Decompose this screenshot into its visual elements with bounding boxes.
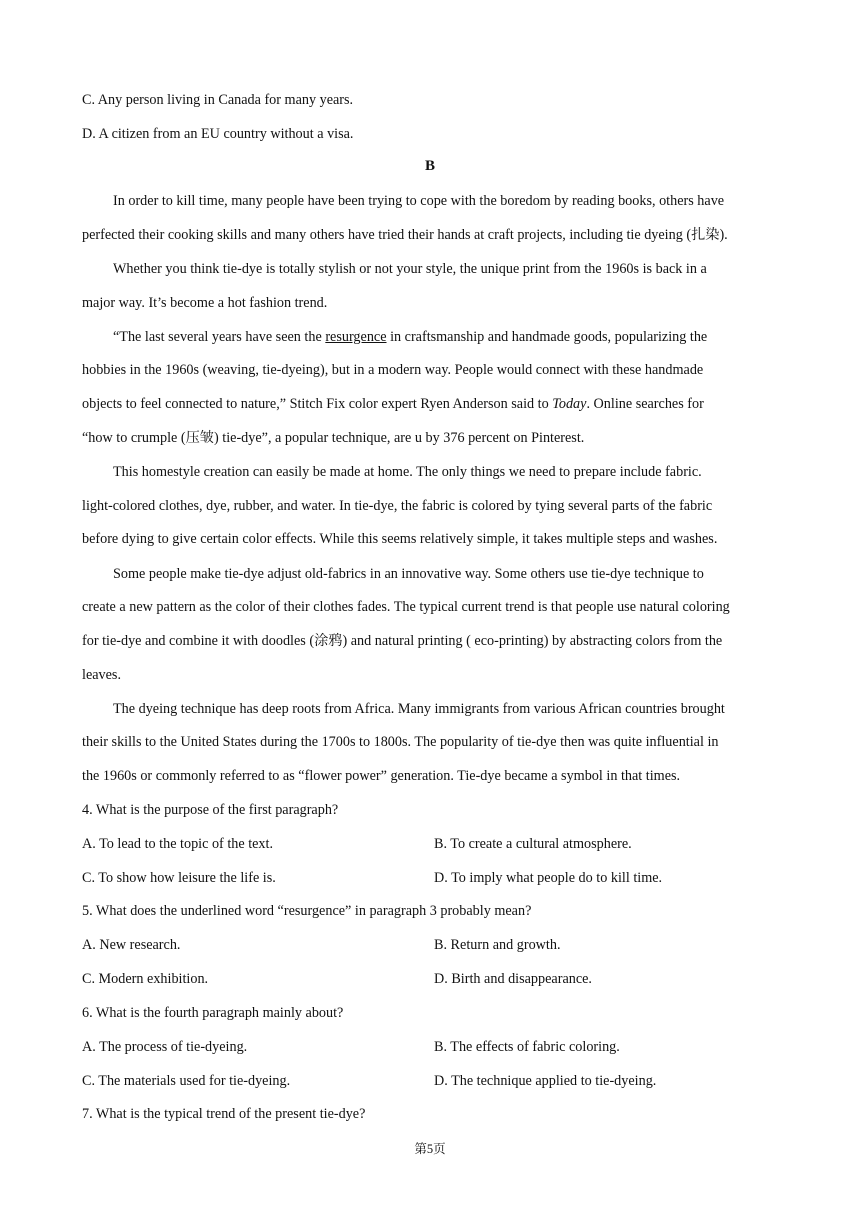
question-6-stem: 6. What is the fourth paragraph mainly about? xyxy=(82,1005,344,1021)
page-number: 第5页 xyxy=(414,1142,446,1156)
question-6-option-b: B. The effects of fabric coloring. xyxy=(434,1039,620,1055)
paragraph-2-line: major way. It’s become a hot fashion trend. xyxy=(82,295,328,311)
question-6-option-d: D. The technique applied to tie-dyeing. xyxy=(434,1073,657,1089)
paragraph-5-line: leaves. xyxy=(82,667,121,683)
italic-source: Today xyxy=(552,396,587,412)
section-title: B xyxy=(424,158,435,174)
paragraph-4-line: This homestyle creation can easily be made at home. The only things we need to prepare include fabric. xyxy=(113,464,702,480)
paragraph-3-line: hobbies in the 1960s (weaving, tie-dyeing), but in a modern way. People would connect with these handmade xyxy=(82,362,704,378)
paragraph-3-line: “how to crumple (压皱) tie-dye”, a popular technique, are u by 376 percent on Pinterest. xyxy=(82,430,585,446)
question-4-option-d: D. To imply what people do to kill time. xyxy=(434,870,663,886)
question-5-stem: 5. What does the underlined word “resurgence” in paragraph 3 probably mean? xyxy=(82,903,532,919)
question-5-option-b: B. Return and growth. xyxy=(434,937,561,953)
prev-option-d: D. A citizen from an EU country without a visa. xyxy=(82,126,354,142)
paragraph-3-text: in craftsmanship and handmade goods, popularizing the xyxy=(386,329,708,345)
paragraph-5-line: create a new pattern as the color of their clothes fades. The typical current trend is that people use natural coloring xyxy=(82,599,730,615)
question-4-option-c: C. To show how leisure the life is. xyxy=(82,870,276,886)
question-7-stem: 7. What is the typical trend of the present tie-dye? xyxy=(82,1106,366,1122)
question-5-option-c: C. Modern exhibition. xyxy=(82,971,209,987)
paragraph-4-line: light-colored clothes, dye, rubber, and water. In tie-dye, the fabric is colored by tying several parts of the fabric xyxy=(82,498,713,514)
paragraph-3-line xyxy=(113,328,707,346)
question-4-option-b: B. To create a cultural atmosphere. xyxy=(434,836,632,852)
question-6-option-a: A. The process of tie-dyeing. xyxy=(82,1039,248,1055)
paragraph-6-line: the 1960s or commonly referred to as “flower power” generation. Tie-dye became a symbol in that times. xyxy=(82,768,681,784)
paragraph-1-line: In order to kill time, many people have been trying to cope with the boredom by reading books, others have xyxy=(113,193,725,209)
paragraph-3-line xyxy=(82,395,704,413)
paragraph-4-line: before dying to give certain color effects. While this seems relatively simple, it takes multiple steps and washes. xyxy=(82,531,718,547)
paragraph-5-line: Some people make tie-dye adjust old-fabrics in an innovative way. Some others use tie-dye technique to xyxy=(113,566,704,582)
question-5-option-a: A. New research. xyxy=(82,937,181,953)
underlined-word: resurgence xyxy=(325,329,387,345)
paragraph-2-line: Whether you think tie-dye is totally stylish or not your style, the unique print from the 1960s is back in a xyxy=(113,261,707,277)
paragraph-6-line: their skills to the United States during the 1700s to 1800s. The popularity of tie-dye then was quite influential in xyxy=(82,734,719,750)
question-6-option-c: C. The materials used for tie-dyeing. xyxy=(82,1073,291,1089)
paragraph-5-line: for tie-dye and combine it with doodles (涂鸦) and natural printing ( eco-printing) by abstracting colors from the xyxy=(82,633,723,649)
prev-option-c: C. Any person living in Canada for many years. xyxy=(82,92,354,108)
paragraph-3-text: . Online searches for xyxy=(586,396,704,412)
paragraph-1-line: perfected their cooking skills and many others have tried their hands at craft projects, including tie dyeing (扎染). xyxy=(82,227,728,243)
question-4-stem: 4. What is the purpose of the first paragraph? xyxy=(82,802,339,818)
question-4-option-a: A. To lead to the topic of the text. xyxy=(82,836,274,852)
paragraph-6-line: The dyeing technique has deep roots from Africa. Many immigrants from various African countries brought xyxy=(113,701,725,717)
question-5-option-d: D. Birth and disappearance. xyxy=(434,971,592,987)
paragraph-3-text: objects to feel connected to nature,” Stitch Fix color expert Ryen Anderson said to xyxy=(82,396,553,412)
paragraph-3-text: “The last several years have seen the xyxy=(113,329,326,345)
